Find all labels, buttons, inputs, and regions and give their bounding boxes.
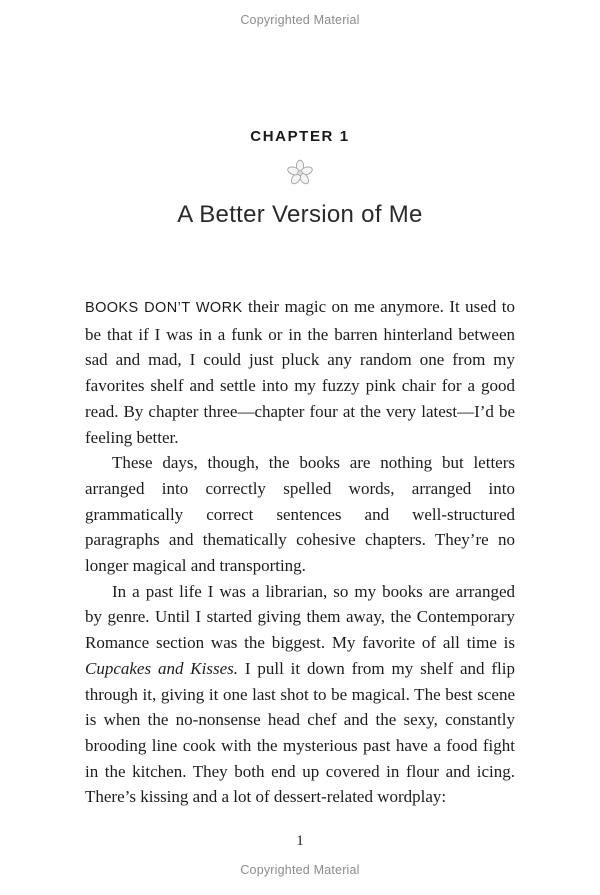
text-run: I pull it down from my shelf and flip through it, giving it one last shot to be magical. The best scene is when the no-nonsense head chef and the sexy, constantly brooding line cook with the mysterious past have a food fight in the kitchen. They both end up covered in flour and icing. There’s kissing and a lot of dessert-related wordplay: (85, 658, 515, 807)
page-number: 1 (296, 833, 304, 849)
text-run: Cupcakes and Kisses. (85, 658, 239, 678)
text-run: their magic on me anymore. It used to be that if I was in a funk or in the barren hinterland between sad and mad, I could just pluck any random one from my favorites shelf and settle into my fuzzy pink chair for a good read. By chapter three—chapter four at the very latest—I’d be feeling better. (85, 297, 515, 447)
text-run: These days, though, the books are nothing but letters arranged into correctly spelled words, arranged into grammatically correct sentences and well-structured paragraphs and thematically cohesive chapters. They’re no longer magical and transporting. (85, 453, 515, 576)
paragraph (85, 450, 515, 579)
text-run: BOOKS DON’T WORK (85, 300, 243, 316)
copyright-notice-bottom: Copyrighted Material (240, 863, 360, 877)
paragraph (85, 579, 515, 810)
paragraph (85, 294, 515, 450)
copyright-notice-top: Copyrighted Material (240, 13, 360, 27)
body-text (85, 294, 515, 810)
chapter-header (0, 128, 600, 229)
text-run: In a past life I was a librarian, so my books are arranged by genre. Until I started giving them away, the Contemporary Romance section was the biggest. My favorite of all time is (85, 581, 515, 653)
chapter-label: CHAPTER 1 (250, 128, 350, 145)
flower-ornament-icon (0, 157, 600, 189)
chapter-title: A Better Version of Me (177, 201, 423, 228)
